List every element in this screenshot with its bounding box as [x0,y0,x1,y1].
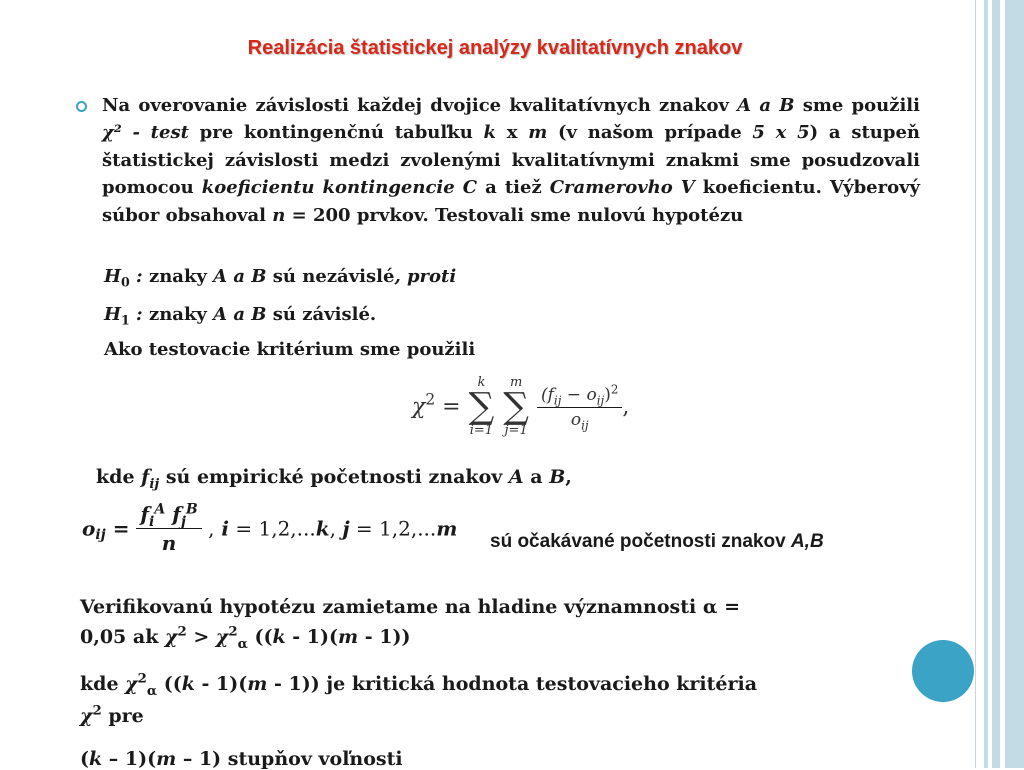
hypothesis-h1: $H_1$ : znaky A a B sú závislé. [104,304,377,328]
expected-frequency-formula: $o_{ij}$ = $\frac{f_i^A f_j^B}{n}$ , i = 1,2,...k, j = 1,2,...m [82,501,458,555]
critical-line-1: kde $\chi^2_\alpha$ ((k - 1)(m - 1)) je kritická hodnota testovacieho kritéria [80,671,758,699]
sum-k: k ∑ i=1 [468,375,495,438]
expected-frequency-desc: sú očakávané početnosti znakov A,B [490,531,824,552]
criterion-line: Ako testovacie kritérium sme použili [104,339,476,360]
frame-band [1005,0,1024,768]
frame-band [992,0,1000,768]
frame-band [984,0,988,768]
bullet-icon [76,101,87,112]
chi-square-formula: $\chi^2$ = k ∑ i=1 m ∑ j=1 $\frac{(f_{ij} - o_{ij})^2}{o_{ij}}$ , [412,375,630,438]
degrees-of-freedom-line: (k – 1)(m – 1) stupňov voľnosti [80,748,403,770]
sum-m: m ∑ j=1 [503,375,529,438]
slide-title: Realizácia štatistickej analýzy kvalitatívnych znakov [247,37,743,59]
verify-line-1: Verifikovanú hypotézu zamietame na hladine významnosti α = [80,596,741,618]
decorative-circle [912,640,974,702]
verify-line-2: 0,05 ak $\chi^2 > \chi^2_\alpha$ ((k - 1)(m - 1)) [80,624,411,652]
critical-line-2: $\chi^2$ pre [80,703,144,727]
oij-fraction: $\frac{f_i^A f_j^B}{n}$ [136,502,201,555]
fij-line: kde $f_{ij}$ sú empirické početnosti znakov A a B, [96,466,572,492]
hypothesis-h0: $H_0$ : znaky A a B sú nezávislé, proti [104,266,457,290]
frame-line [975,0,976,768]
chi-fraction: $\frac{(f_{ij} - o_{ij})^2}{o_{ij}}$ [537,385,622,430]
intro-paragraph: Na overovanie závislosti každej dvojice kvalitatívnych znakov A a B sme použili χ² - test pre kontingenčnú tabuľku k x m (v našom prípade 5 x 5) a stupeň štatistickej závislosti medzi zvolenými kvalitatívnymi znakmi sme posudzovali pomocou koeficientu kontingencie C a tiež Cramerovho V koeficientu. Výberový súbor obsahoval n = 200 prvkov. Testovali sme nulovú hypotézu [102,95,921,226]
